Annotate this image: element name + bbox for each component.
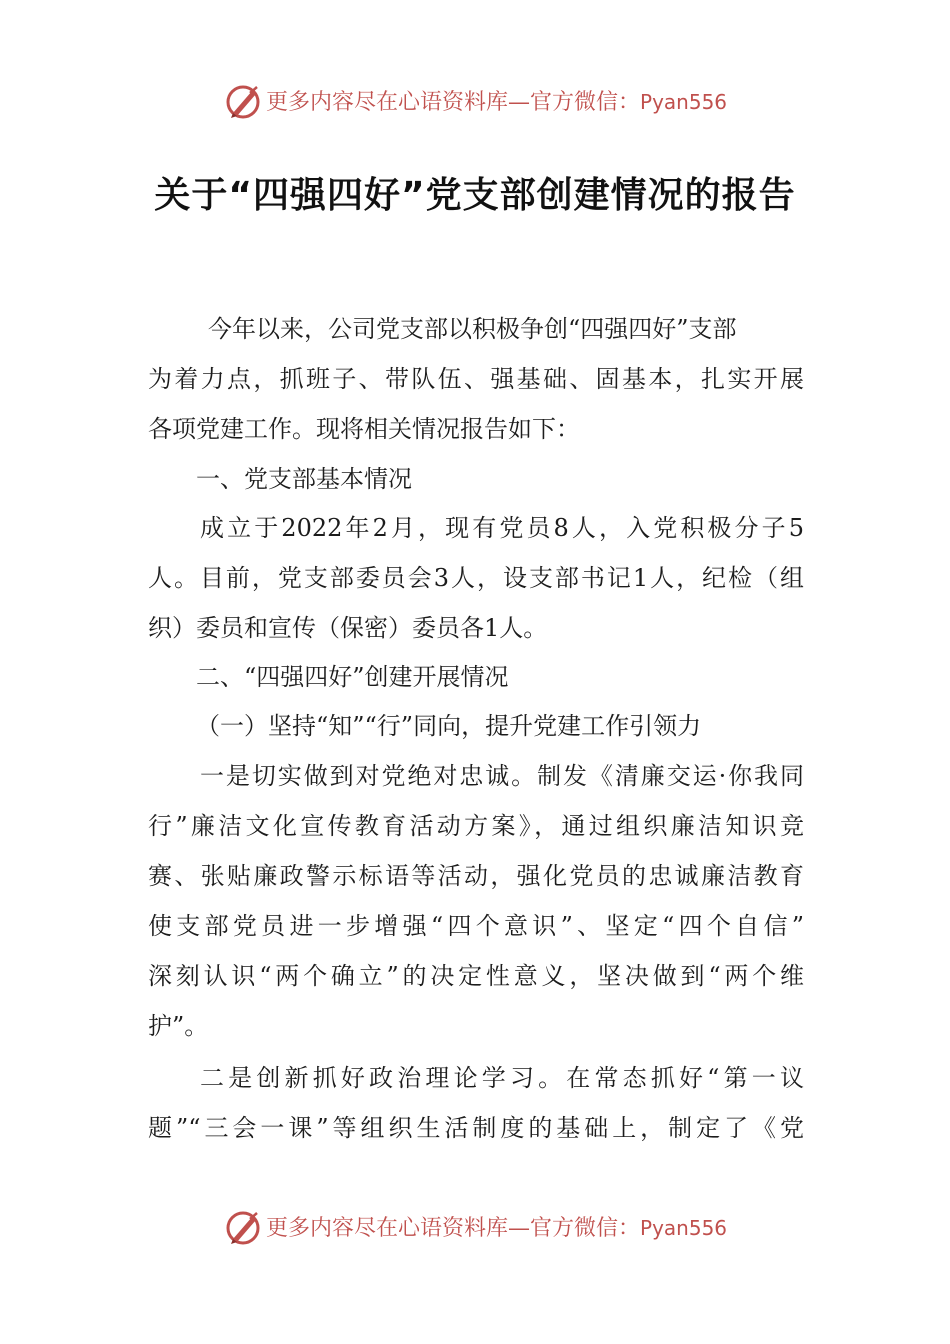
body-line: 成立于2022年2月，现有党员8人，入党积极分子5 — [200, 514, 804, 542]
subsection-heading: （一）坚持“知”“行”同向，提升党建工作引领力 — [196, 712, 702, 740]
body-line: 使支部党员进一步增强“四个意识”、坚定“四个自信” — [148, 912, 804, 940]
body-line: 人。目前，党支部委员会3人，设支部书记1人，纪检（组 — [148, 564, 804, 592]
body-line: 深刻认识“两个确立”的决定性意义，坚决做到“两个维 — [148, 962, 804, 990]
section-heading: 一、党支部基本情况 — [196, 465, 412, 493]
body-line: 一是切实做到对党绝对忠诚。制发《清廉交运·你我同 — [200, 762, 804, 790]
body-line: 题”“三会一课”等组织生活制度的基础上，制定了《党 — [148, 1114, 804, 1142]
body-line: 为着力点，抓班子、带队伍、强基础、固基本，扎实开展 — [148, 365, 804, 393]
body-line: 护”。 — [148, 1012, 209, 1040]
pen-logo-icon — [224, 82, 264, 122]
body-line: 行”廉洁文化宣传教育活动方案》，通过组织廉洁知识竞 — [148, 812, 804, 840]
body-line: 赛、张贴廉政警示标语等活动，强化党员的忠诚廉洁教育 — [148, 862, 804, 890]
watermark-wechat-id: Pyan556 — [640, 90, 728, 114]
body-line: 二是创新抓好政治理论学习。在常态抓好“第一议 — [200, 1064, 804, 1092]
watermark-text: 更多内容尽在心语资料库—官方微信：Pyan556 — [266, 1216, 728, 1241]
body-line: 织）委员和宣传（保密）委员各1人。 — [148, 614, 548, 642]
body-line: 今年以来，公司党支部以积极争创“四强四好”支部 — [208, 315, 737, 343]
watermark-header — [0, 82, 950, 122]
watermark-footer — [0, 1208, 950, 1248]
watermark-text: 更多内容尽在心语资料库—官方微信：Pyan556 — [266, 90, 728, 115]
section-heading: 二、“四强四好”创建开展情况 — [196, 663, 509, 691]
pen-logo-icon — [224, 1208, 264, 1248]
body-line: 各项党建工作。现将相关情况报告如下： — [148, 415, 580, 443]
document-title: 关于“四强四好”党支部创建情况的报告 — [154, 175, 796, 216]
watermark-wechat-id: Pyan556 — [640, 1216, 728, 1240]
